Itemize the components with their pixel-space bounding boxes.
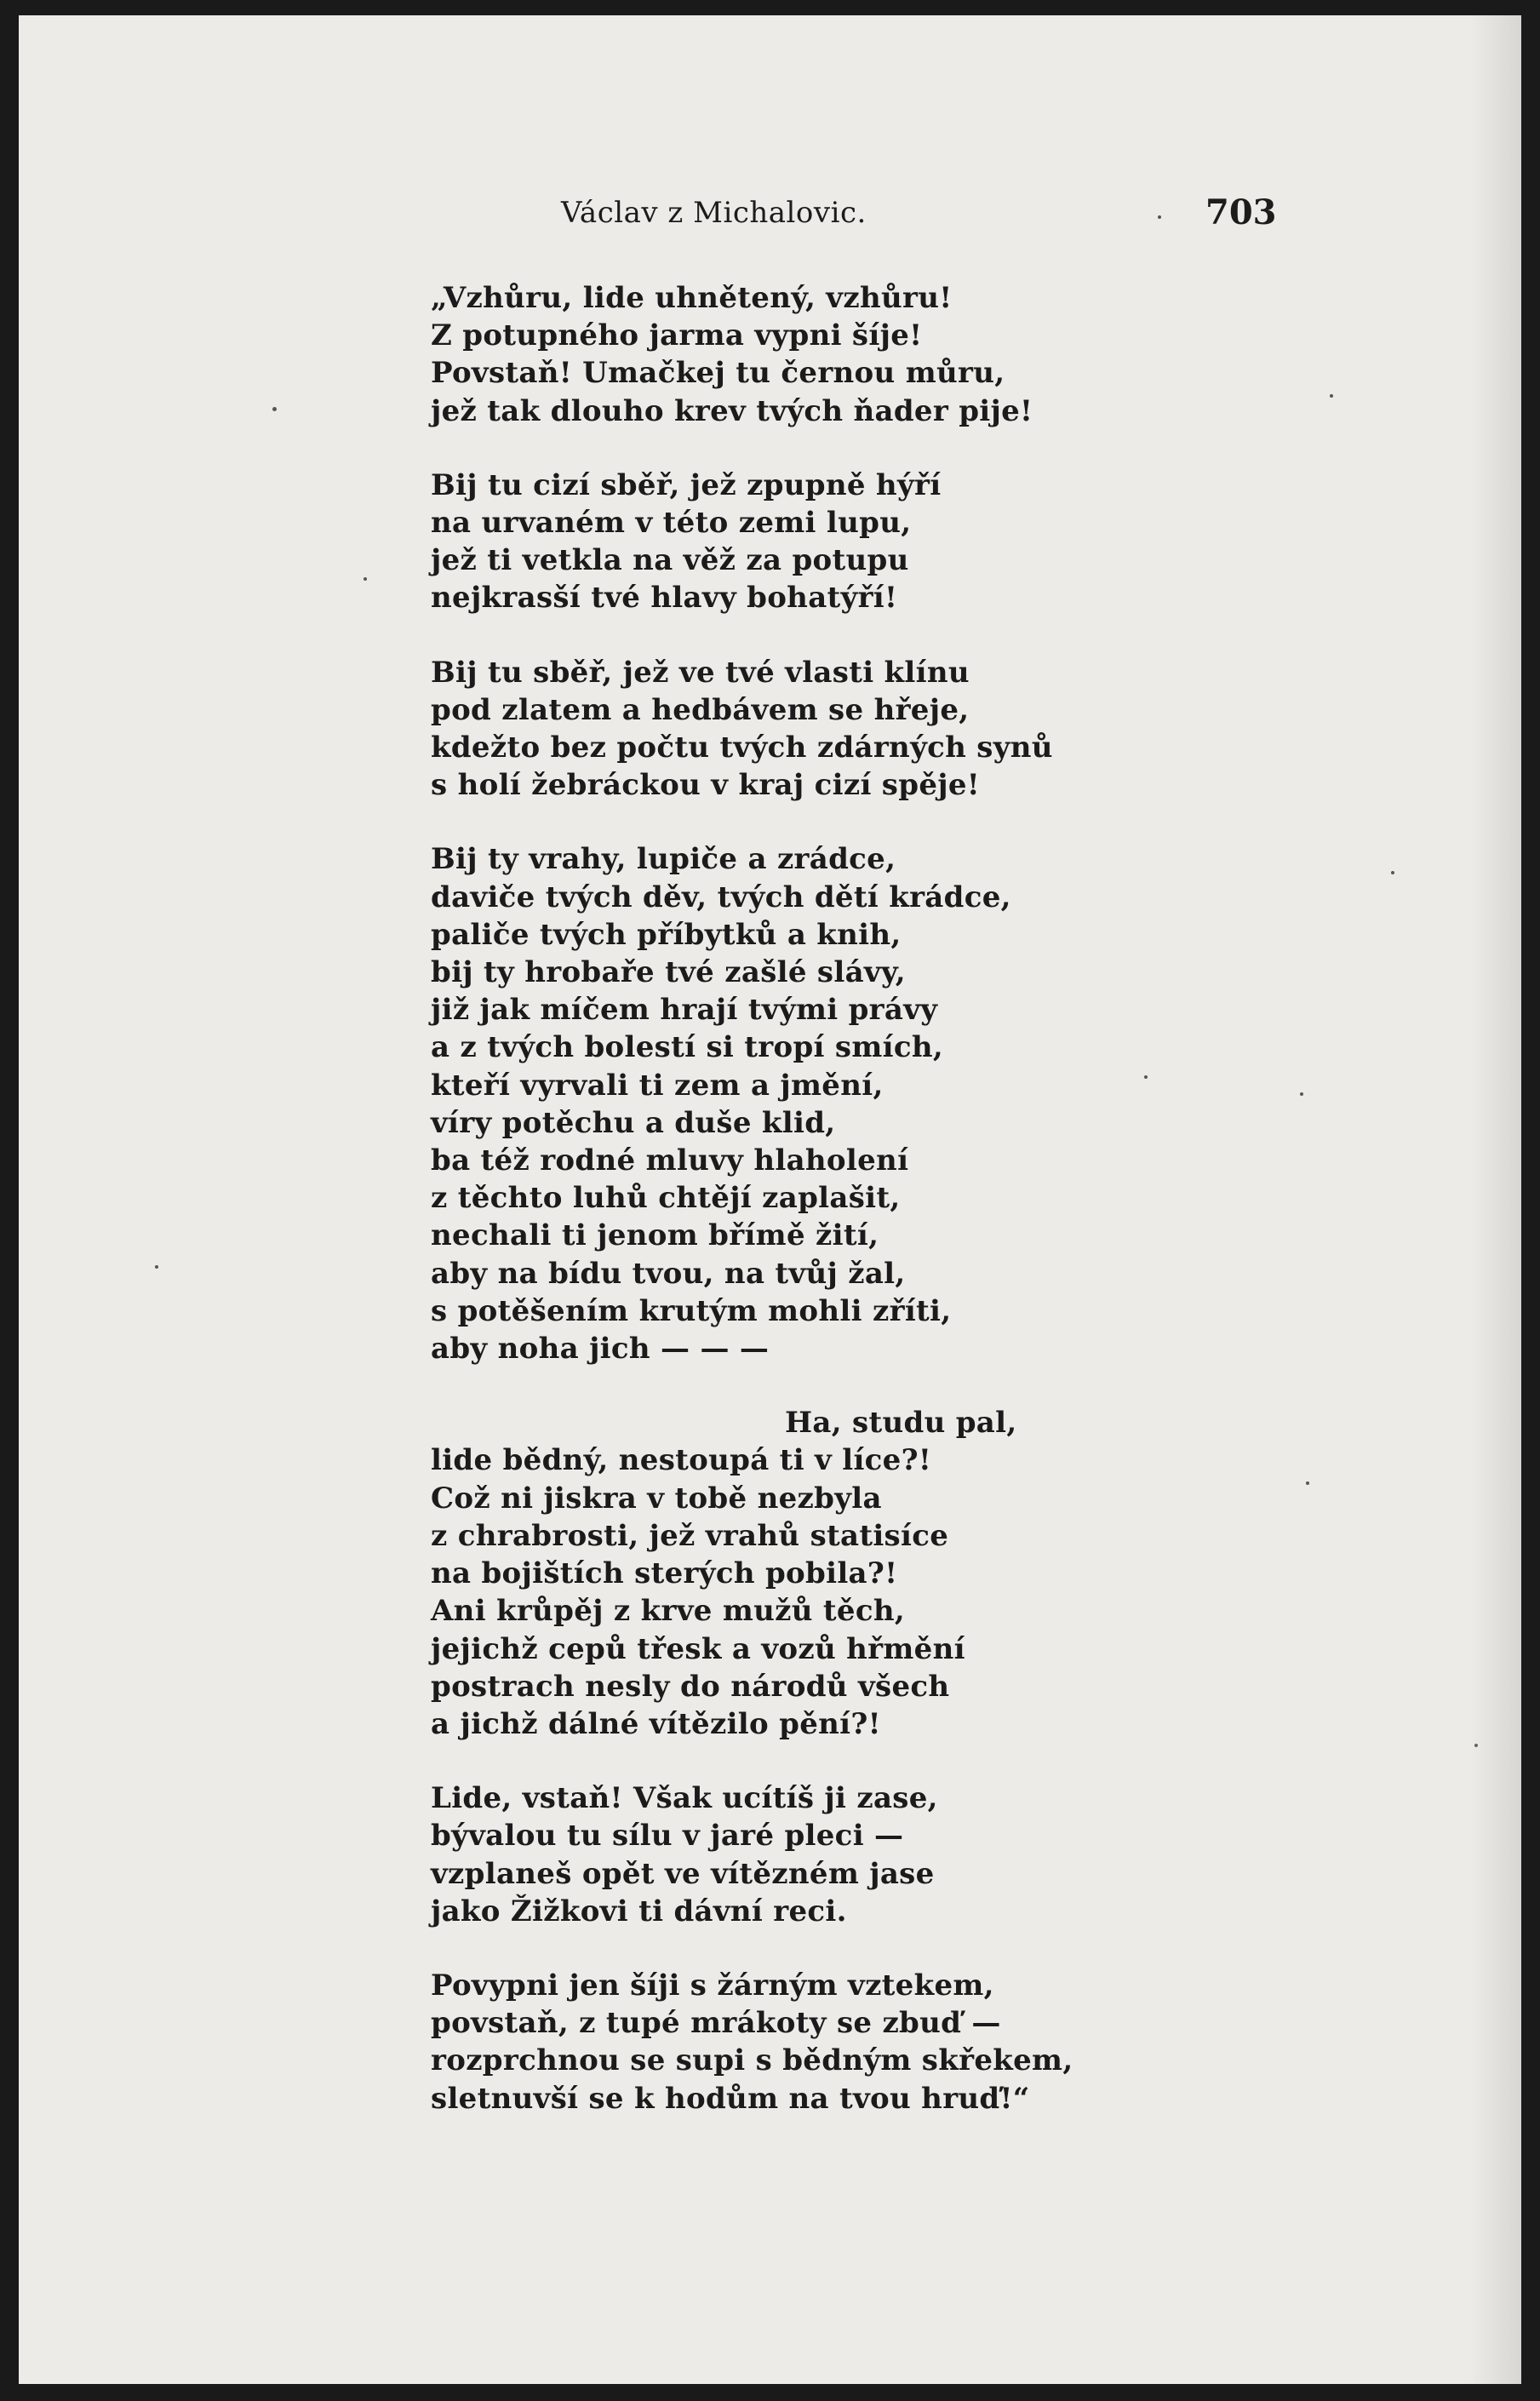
poem-line: již jak míčem hrají tvými právy [431,993,938,1028]
poem-line: sletnuvší se k hodům na tvou hruď!“ [431,2081,1030,2116]
poem-line: kteří vyrvali ti zem a jmění, [431,1068,884,1103]
poem-line: aby noha jich — — — [431,1332,770,1367]
scan-speck [1158,215,1161,219]
scan-speck [364,577,367,581]
poem-line: daviče tvých děv, tvých dětí krádce, [431,880,1011,914]
scan-speck [1300,1092,1303,1096]
poem-line: nejkrasší tvé hlavy bohatýří! [431,581,898,616]
poem-line: Bij tu sběř, jež ve tvé vlasti klínu [431,655,970,690]
poem-line: Bij ty vrahy, lupiče a zrádce, [431,842,896,877]
stanza [431,279,1078,430]
poem-line: paliče tvých příbytků a knih, [431,917,902,952]
poem-line: a z tvých bolestí si tropí smích, [431,1030,943,1065]
stanza [431,1404,1078,1743]
poem-line: postrach nesly do národů všech [431,1669,950,1704]
scan-speck [155,1265,158,1269]
scan-speck [1391,871,1394,874]
poem-line: s holí žebráckou v kraj cizí spěje! [431,768,981,803]
poem-line: jež ti vetkla na věž za potupu [431,543,909,578]
stanza [431,467,1078,617]
poem-line: pod zlatem a hedbávem se hřeje, [431,692,970,727]
scan-speck [1144,1075,1148,1079]
poem-line: Což ni jiskra v tobě nezbyla [431,1481,882,1516]
poem-line: bývalou tu sílu v jaré pleci — [431,1819,904,1854]
poem-line: a jichž dálné vítězilo pění?! [431,1706,881,1741]
book-page [19,15,1521,2384]
running-title: Václav z Michalovic. [561,196,867,230]
poem-line: bij ty hrobaře tvé zašlé slávy, [431,955,906,990]
poem-line: aby na bídu tvou, na tvůj žal, [431,1256,906,1291]
poem-line: na urvaném v této zemi lupu, [431,506,912,541]
poem-line: jež tak dlouho krev tvých ňader pije! [431,393,1033,428]
stanza [431,1779,1078,1930]
poem-line: lide bědný, nestoupá ti v líce?! [431,1443,932,1478]
scan-speck [1474,1744,1478,1747]
poem-line: Z potupného jarma vypni šíje! [431,318,923,353]
poem-line: jejichž cepů třesk a vozů hřmění [431,1631,965,1666]
poem-line: „Vzhůru, lide uhnětený, vzhůru! [431,281,953,315]
poem-line: Ani krůpěj z krve mužů těch, [431,1594,905,1629]
scan-speck [1330,394,1333,398]
poem-body [431,279,1078,2154]
poem-line: ba též rodné mluvy hlaholení [431,1143,909,1178]
scan-speck [1306,1481,1309,1485]
poem-line: Bij tu cizí sběř, jež zpupně hýří [431,467,942,502]
poem-line: z chrabrosti, jež vrahů statisíce [431,1518,949,1553]
poem-line: rozprchnou se supi s bědným skřekem, [431,2043,1073,2078]
stanza [431,1967,1078,2117]
poem-line: nechali ti jenom břímě žití, [431,1218,879,1253]
poem-line: povstaň, z tupé mrákoty se zbuď — [431,2006,1001,2041]
stanza [431,654,1078,805]
poem-line: jako Žižkovi ti dávní reci. [431,1894,847,1928]
poem-line: s potěšením krutým mohli zříti, [431,1293,952,1328]
stanza [431,840,1078,1367]
poem-line: kdežto bez počtu tvých zdárných synů [431,731,1053,765]
poem-line: vzplaneš opět ve vítězném jase [431,1856,935,1891]
page-header [19,186,1521,237]
page-number: 703 [1205,192,1277,232]
poem-line: Povstaň! Umačkej tu černou můru, [431,356,1005,391]
poem-line-indented: Ha, studu pal, [785,1406,1017,1441]
poem-line: víry potěchu a duše klid, [431,1105,836,1140]
poem-line: z těchto luhů chtějí zaplašit, [431,1181,901,1216]
poem-line: Povypni jen šíji s žárným vztekem, [431,1968,994,2003]
poem-line: na bojištích sterých pobila?! [431,1556,898,1591]
scan-speck [272,407,277,411]
poem-line: Lide, vstaň! Však ucítíš ji zase, [431,1781,938,1816]
